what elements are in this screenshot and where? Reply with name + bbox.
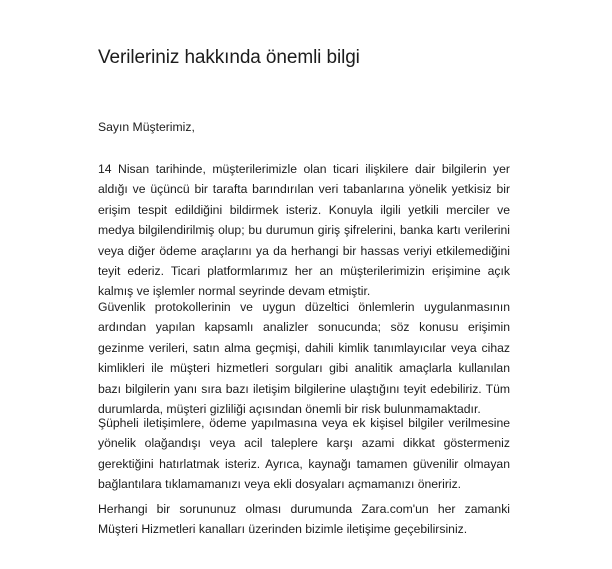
document-title: Verileriniz hakkında önemli bilgi (98, 47, 360, 68)
paragraph-contact: Herhangi bir sorununuz olması durumunda Zara.com'un her zamanki Müşteri Hizmetleri kanalları üzerinden bizimle iletişime geçebilirsiniz. (98, 502, 510, 537)
greeting: Sayın Müşterimiz, (98, 120, 195, 134)
paragraph-incident: 14 Nisan tarihinde, müşterilerimizle olan ticari ilişkilere dair bilgilerin yer aldığı ve üçüncü bir tarafta barındırılan veri tabanlarına yönelik yetkisiz bir erişim tespit edildiğini bildirmek isteriz. Konuyla ilgili yetkili merciler ve medya bilgilendirilmiş olup; bu durumun giriş şifrelerini, banka kartı verilerini veya diğer ödeme araçlarını ya da herhangi bir hassas veriyi etkilemediğini teyit ederiz. Ticari platformlarımız her an müşterilerimizin erişimine açık kalmış ve işlemler normal seyrinde devam etmiştir. (98, 162, 510, 299)
paragraph-advice: Şüpheli iletişimlere, ödeme yapılmasına veya ek kişisel bilgiler verilmesine yönelik olağandışı veya acil taleplere karşı azami dikkat göstermeniz gerektiğini hatırlatmak isteriz. Ayrıca, kaynağı tamamen güvenilir olmayan bağlantılara tıklamamanızı veya ekli dosyaları açmamanızı öneririz. (98, 416, 510, 492)
paragraph-analysis: Güvenlik protokollerinin ve uygun düzeltici önlemlerin uygulanmasının ardından yapılan kapsamlı analizler sonucunda; söz konusu erişimin gezinme verileri, satın alma geçmişi, dahili kimlik tanımlayıcılar veya cihaz kimlikleri ile müşteri hizmetleri sorguları gibi analitik amaçlarla kullanılan bazı bilgilerin yanı sıra bazı iletişim bilgilerine ulaştığını teyit edebiliriz. Tüm durumlarda, müşteri gizliliği açısından önemli bir risk bulunmamaktadır. (98, 300, 510, 417)
